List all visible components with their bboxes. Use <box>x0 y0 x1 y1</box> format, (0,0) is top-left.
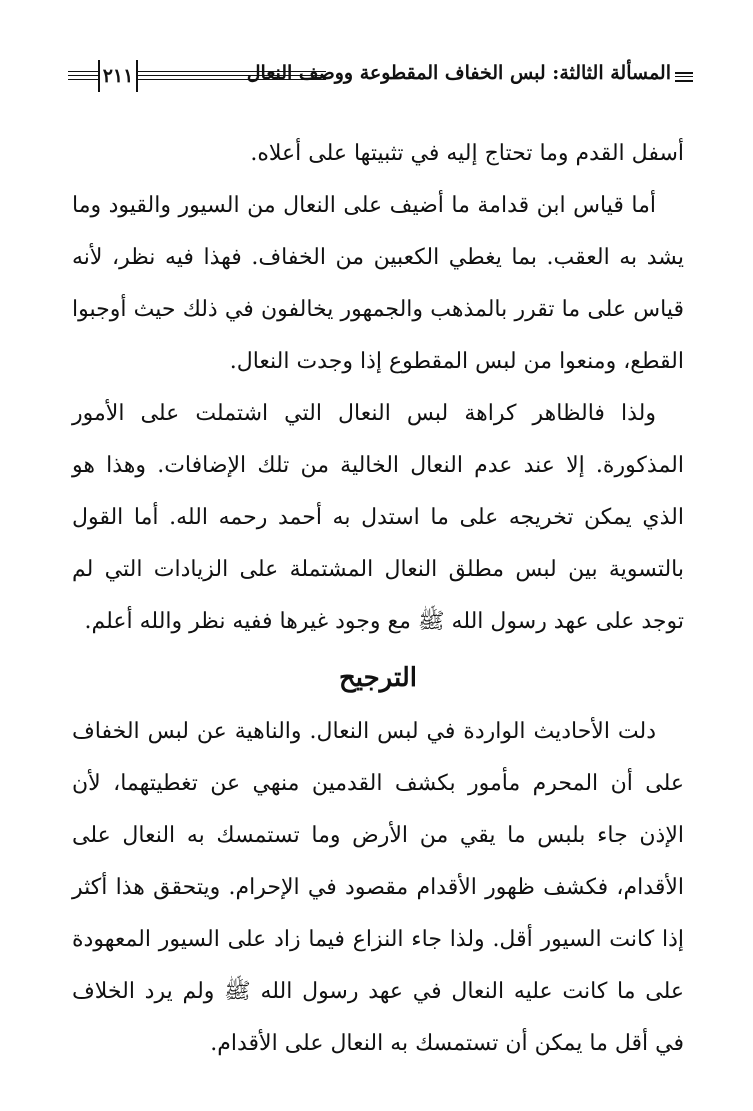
paragraph-ibn-qudama: أما قياس ابن قدامة ما أضيف على النعال من السيور والقيود وما يشد به العقب. بما يغطي الكعبين من الخفاف. فهذا فيه نظر، لأنه قياس على ما تقرر بالمذهب والجمهور يخالفون في ذلك حيث أوجبوا القطع، ومنعوا من لبس المقطوع إذا وجدت النعال. <box>72 193 684 374</box>
section-heading: الترجيح <box>338 663 418 693</box>
page-body <box>72 128 684 1070</box>
paragraph-tarjih: دلت الأحاديث الواردة في لبس النعال. والناهية عن لبس الخفاف على أن المحرم مأمور بكشف القدمين منهي عن تغطيتهما، لأن الإذن جاء بلبس ما يقي من الأرض وما تستمسك به النعال على الأقدام، فكشف ظهور الأقدام مقصود في الإحرام. ويتحقق هذا أكثر إذا كانت السيور أقل. ولذا جاء النزاع فيما زاد على السيور المعهودة على ما كانت عليه النعال في عهد رسول الله ﷺ ولم يرد الخلاف في أقل ما يمكن أن تستمسك به النعال على الأقدام. <box>72 719 684 1056</box>
paragraph-continuation: أسفل القدم وما تحتاج إليه في تثبيتها على أعلاه. <box>250 141 684 166</box>
header-title: المسألة الثالثة: لبس الخفاف المقطوعة ووصف النعال <box>246 62 671 84</box>
running-header <box>68 56 693 96</box>
paragraph-conclusion: ولذا فالظاهر كراهة لبس النعال التي اشتملت على الأمور المذكورة. إلا عند عدم النعال الخالية من تلك الإضافات. وهذا هو الذي يمكن تخريجه على ما استدل به أحمد رحمه الله. أما القول بالتسوية بين لبس مطلق النعال المشتملة على الزيادات التي لم توجد على عهد رسول الله ﷺ مع وجود غيرها ففيه نظر والله أعلم. <box>72 401 684 634</box>
header-rule-right <box>675 72 693 82</box>
page-number: ٢١١ <box>98 60 138 92</box>
